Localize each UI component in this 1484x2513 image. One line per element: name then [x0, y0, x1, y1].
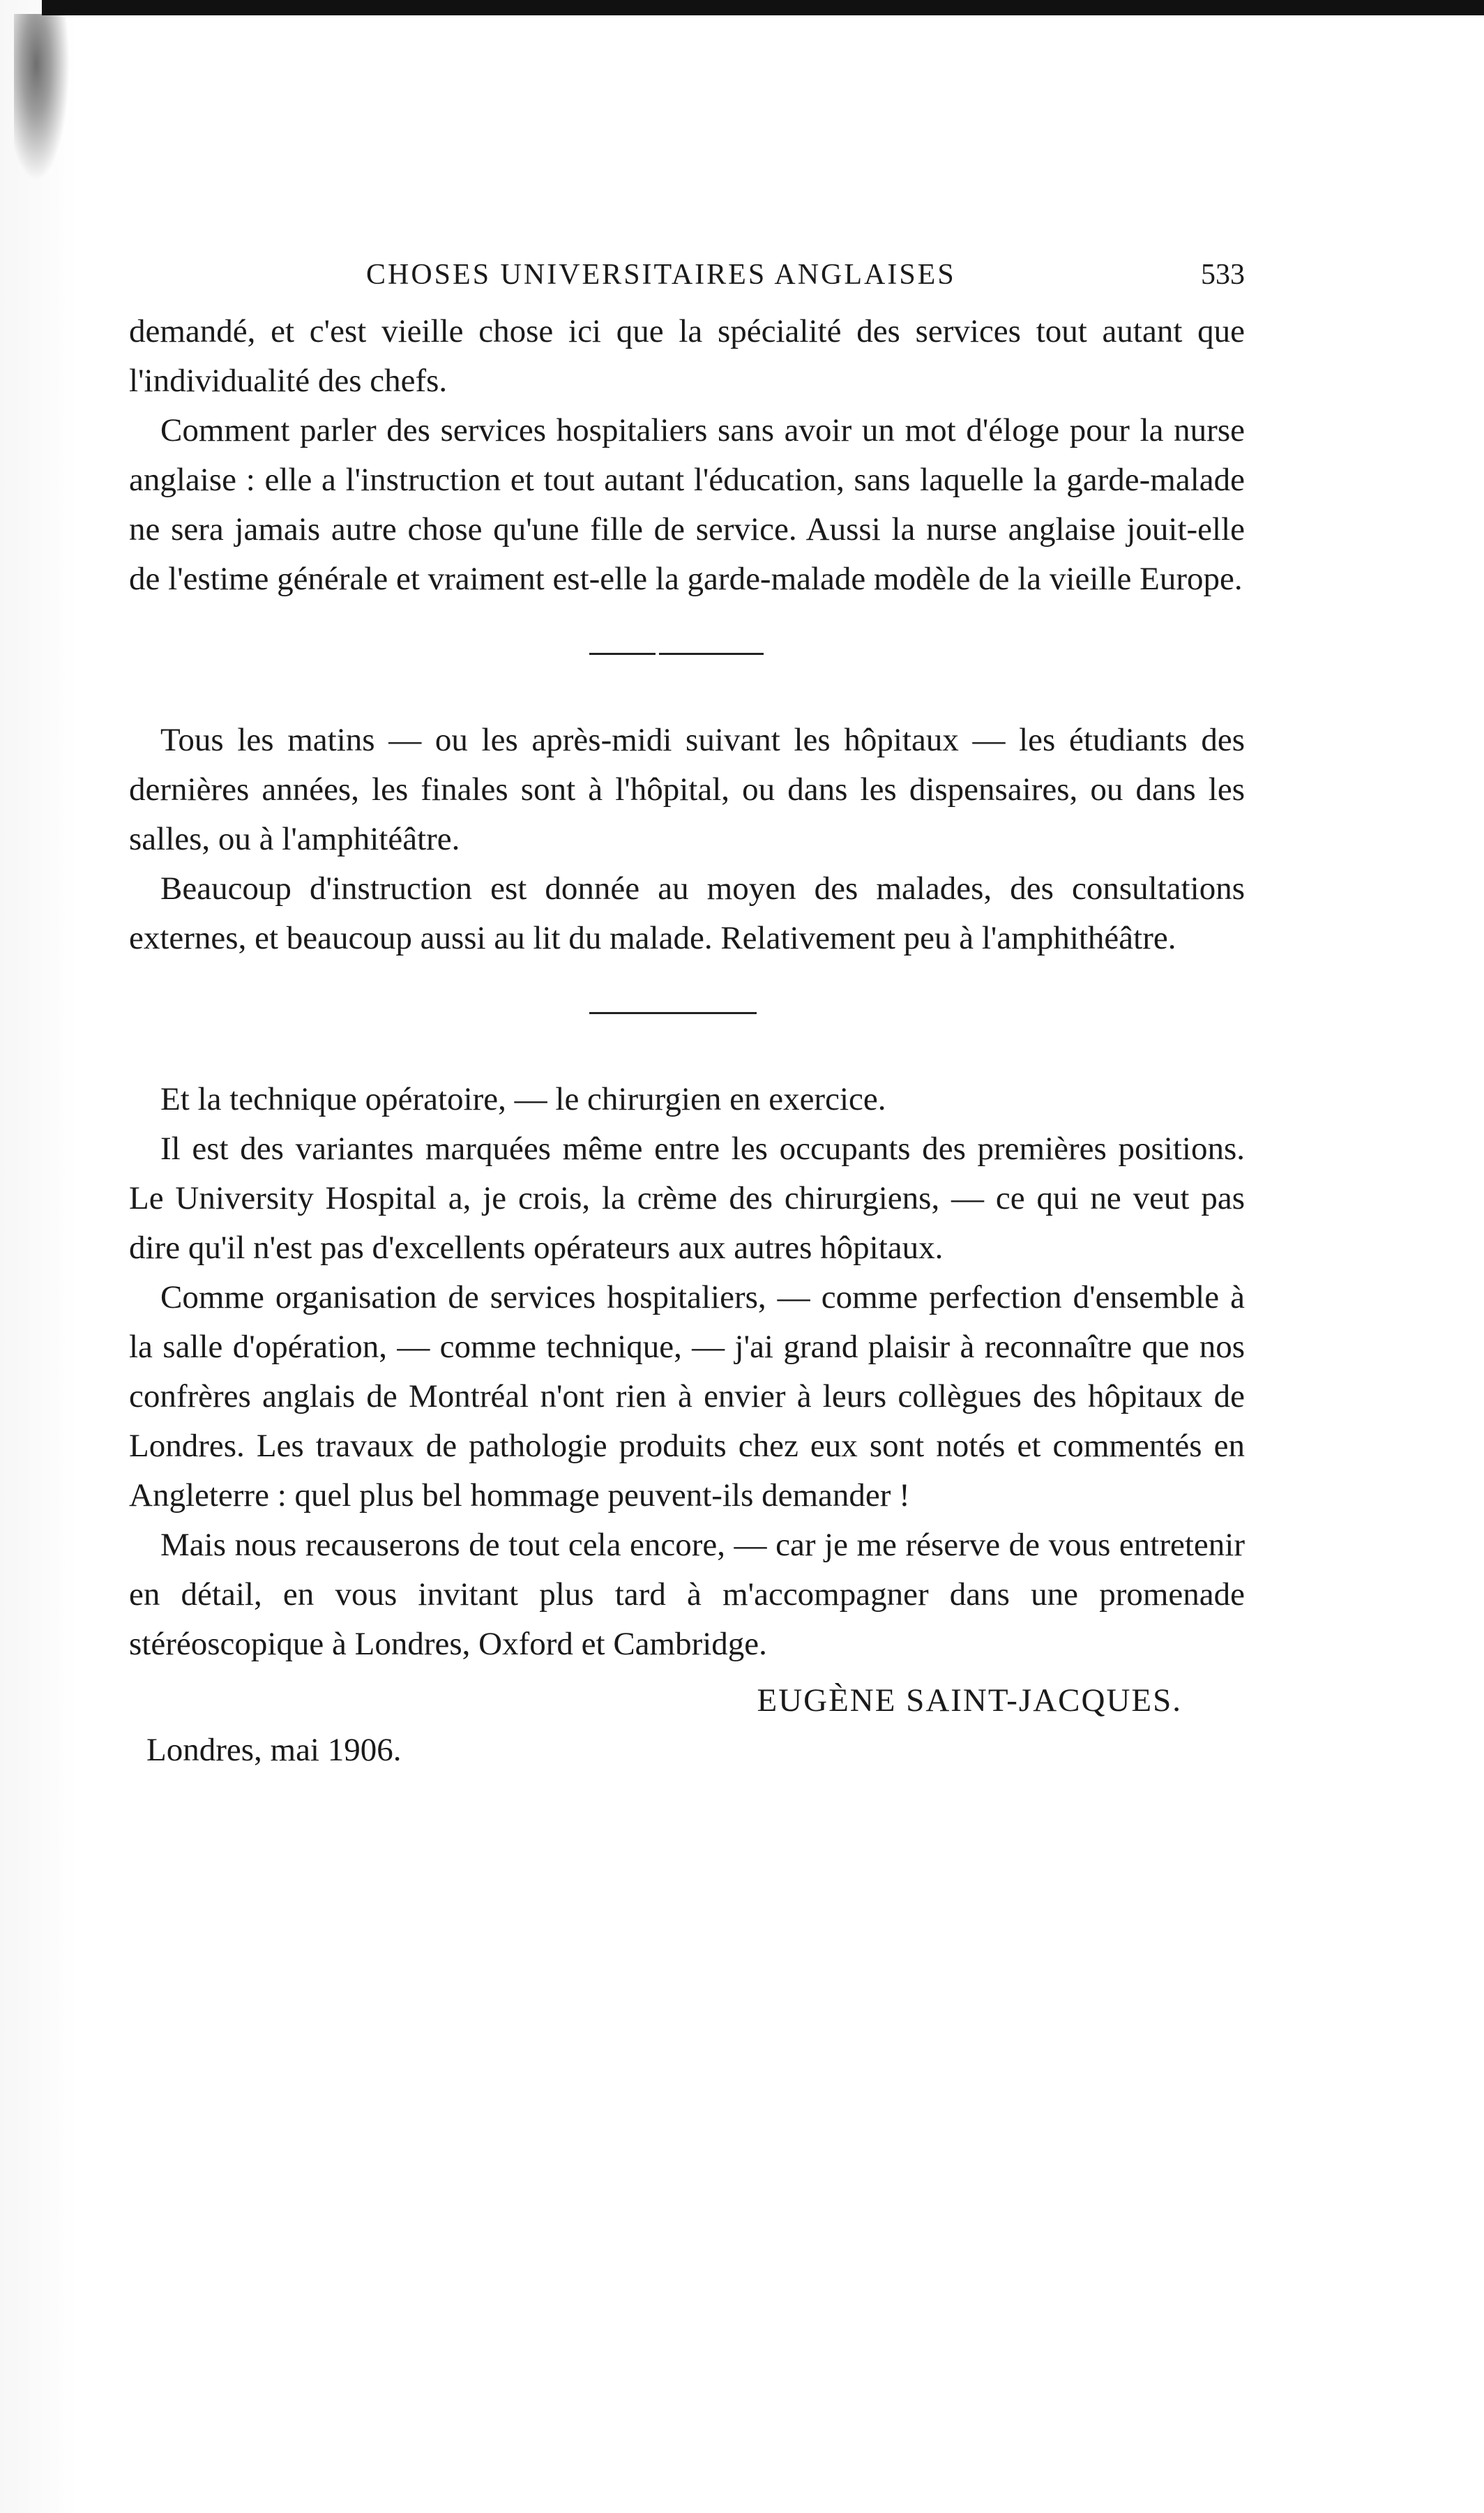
paragraph-1: demandé, et c'est vieille chose ici que la spécialité des services tout autant que l'individualité des chefs. — [129, 313, 1245, 399]
separator-rule-right — [659, 653, 764, 655]
running-head — [129, 258, 1245, 307]
paragraph-8: Mais nous recauserons de tout cela encore, — car je me réserve de vous entretenir en détail, en vous invitant plus tard à m'accompagner dans une promenade stéréoscopique à Londres, Oxford et Cambridge. — [129, 1527, 1245, 1662]
paragraph-4: Beaucoup d'instruction est donnée au moyen des malades, des consultations externes, et beaucoup aussi au lit du malade. Relativement peu à l'amphithéâtre. — [129, 870, 1245, 956]
paragraph-6: Il est des variantes marquées même entre les occupants des premières positions. Le University Hospital a, je crois, la crème des chirurgiens, — ce qui ne veut pas dire qu'il n'est pas d'excellents opérateurs aux autres hôpitaux. — [129, 1131, 1245, 1266]
scan-binding-shadow — [14, 14, 70, 181]
paragraph-2: Comment parler des services hospitaliers sans avoir un mot d'éloge pour la nurse anglaise : elle a l'instruction et tout autant l'éducation, sans laquelle la garde-malade ne sera jamais autre chose qu'une fille de service. Aussi la nurse anglaise jouit-elle de l'estime générale et vraiment est-elle la garde-malade modèle de la vieille Europe. — [129, 412, 1245, 597]
book-page — [129, 258, 1245, 1775]
author-signature: EUGÈNE SAINT-JACQUES. — [757, 1682, 1182, 1719]
dateline: Londres, mai 1906. — [146, 1732, 402, 1768]
running-title: CHOSES UNIVERSITAIRES ANGLAISES — [366, 259, 956, 291]
paragraph-5: Et la technique opératoire, — le chirurgien en exercice. — [160, 1081, 886, 1117]
section-separator-1 — [129, 604, 1245, 716]
scan-top-edge — [42, 0, 1484, 15]
separator-rule — [589, 1012, 757, 1014]
scan-left-margin — [0, 0, 77, 2513]
paragraph-3: Tous les matins — ou les après-midi suivant les hôpitaux — les étudiants des dernières années, les finales sont à l'hôpital, ou dans les dispensaires, ou dans les salles, ou à l'amphitéâtre. — [129, 722, 1245, 857]
separator-rule-left — [589, 653, 656, 655]
page-number: 533 — [1201, 259, 1245, 291]
paragraph-7: Comme organisation de services hospitaliers, — comme perfection d'ensemble à la salle d'opération, — comme technique, — j'ai grand plaisir à reconnaître que nos confrères anglais de Montréal n'ont rien à envier à leurs collègues des hôpitaux de Londres. Les travaux de pathologie produits chez eux sont notés et commentés en Angleterre : quel plus bel hommage peuvent-ils demander ! — [129, 1279, 1245, 1514]
section-separator-2 — [129, 963, 1245, 1075]
